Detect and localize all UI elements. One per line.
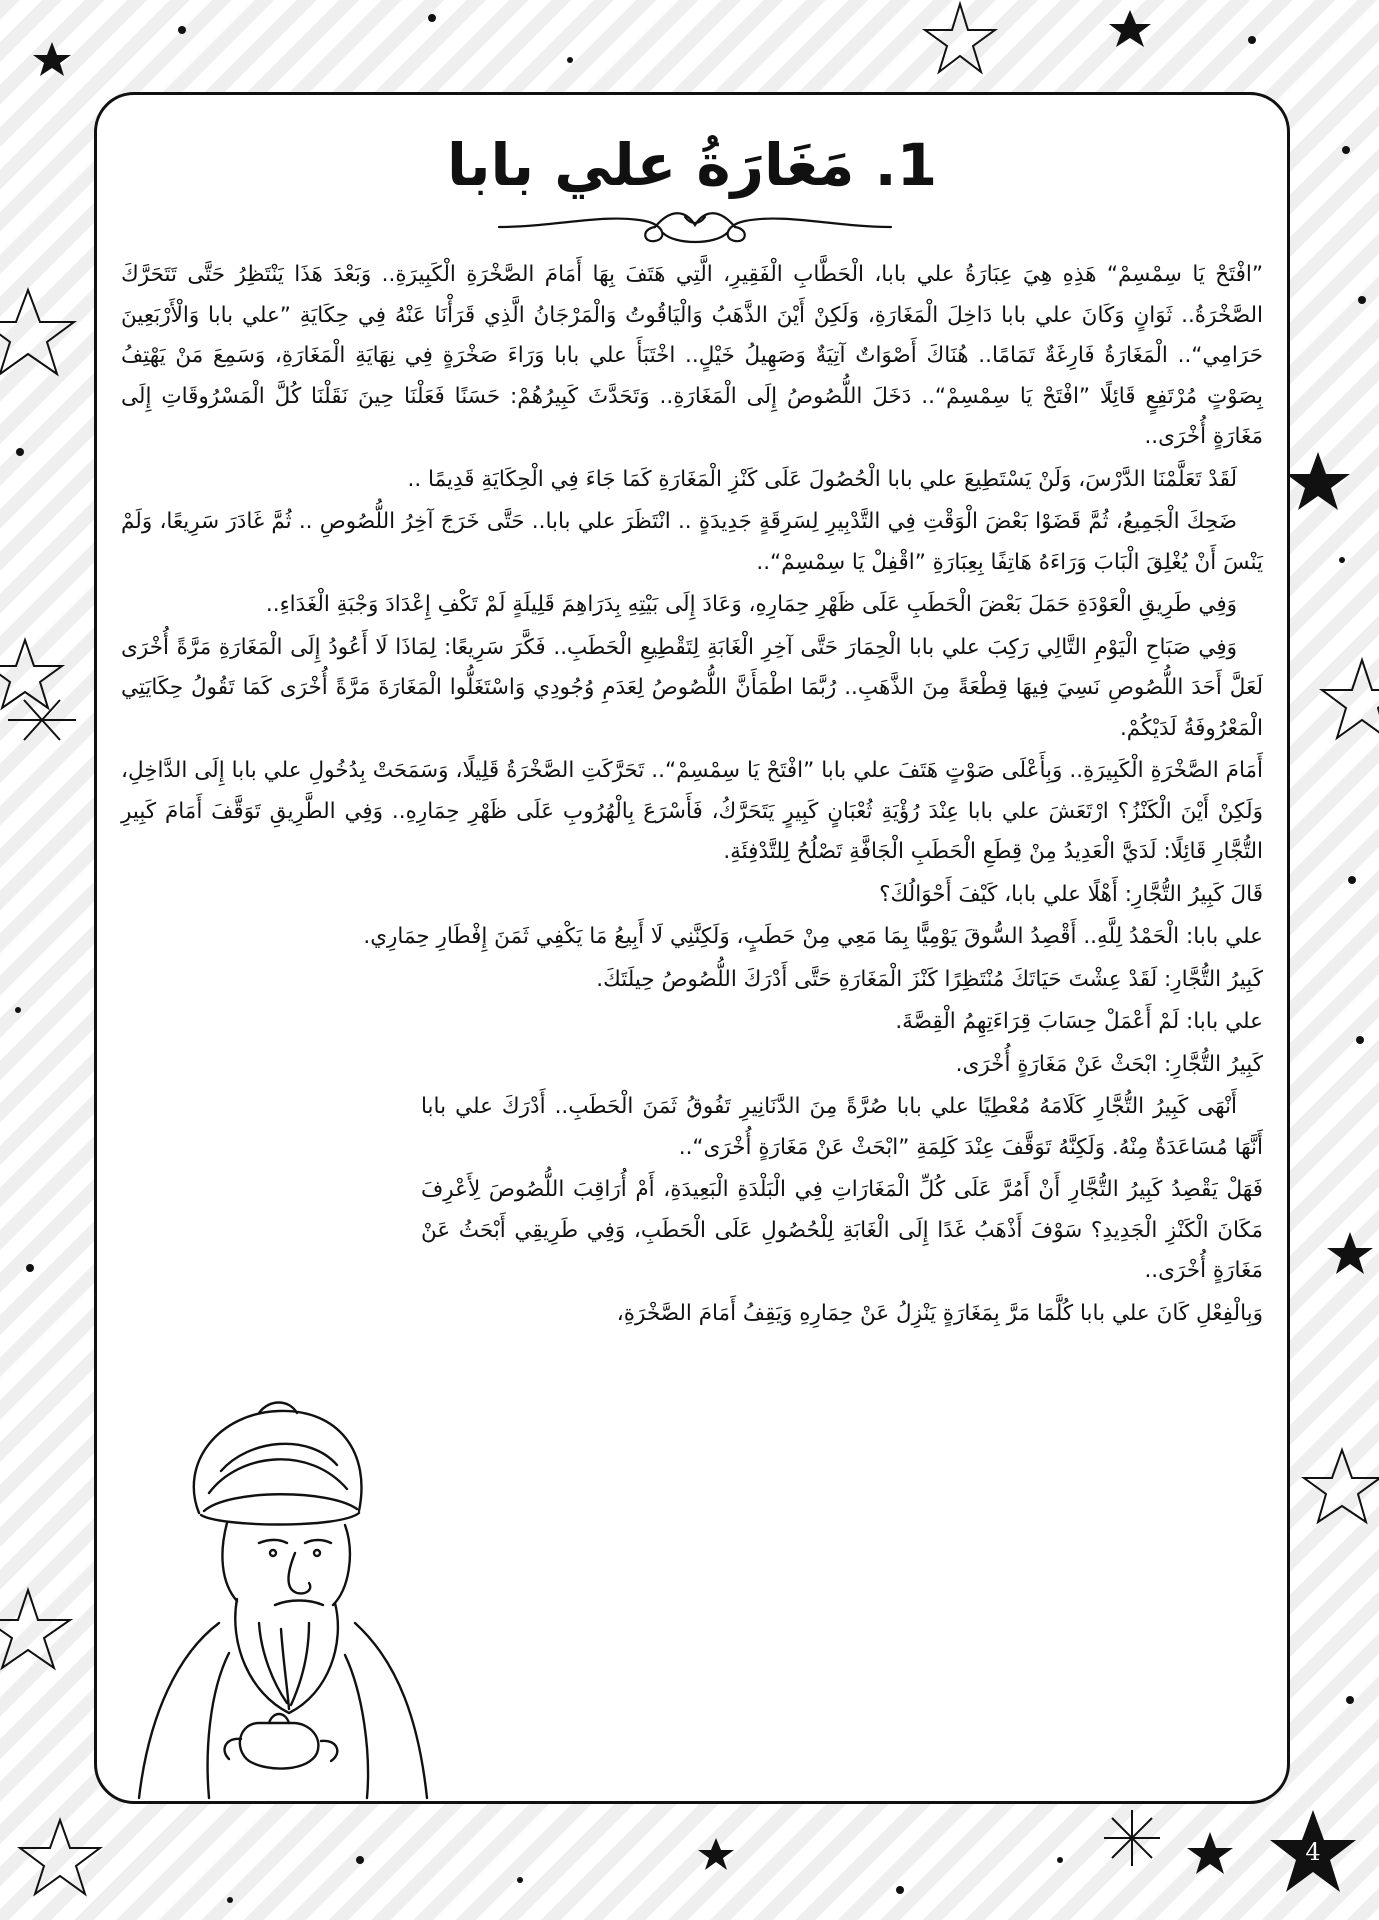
story-text (121, 255, 1263, 1336)
dialogue-line-4: علي بابا: لَمْ أَعْمَلْ حِسَابَ قِرَاءَتِهِمُ الْقِصَّةَ. (895, 1009, 1263, 1034)
story-paragraph-1: ”افْتَحْ يَا سِمْسِمْ“ هَذِهِ هِيَ عِبَارَةُ علي بابا، الْحَطَّابِ الْفَقِيرِ، الَّتِي هَتَفَ بِهَا أَمَامَ الصَّخْرَةِ الْكَبِيرَةِ.. وَبَعْدَ هَذَا يَنْتَظِرُ حَتَّى تَتَحَرَّكَ الصَّخْرَةُ.. ثَوَانٍ وَكَانَ علي بابا دَاخِلَ الْمَغَارَةِ، وَلَكِنْ أَيْنَ الذَّهَبُ وَالْيَاقُوتُ وَالْمَرْجَانُ الَّذِي قَرَأْنَا عَنْهُ فِي حِكَايَةِ ”علي بابا وَالْأَرْبَعِينَ حَرَامِي“.. الْمَغَارَةُ فَارِغَةٌ تَمَامًا.. هُنَاكَ أَصْوَاتٌ آتِيَةٌ وَصَهِيلُ خَيْلٍ.. اخْتَبَأَ علي بابا وَرَاءَ صَخْرَةٍ فِي نِهَايَةِ الْمَغَارَةِ، وَسَمِعَ مَنْ يَهْتِفُ بِصَوْتٍ مُرْتَفِعٍ قَائِلًا ”افْتَحْ يَا سِمْسِمْ“.. دَخَلَ اللُّصُوصُ إِلَى الْمَغَارَةِ.. وَتَحَدَّثَ كَبِيرُهُمْ: حَسَنًا فَعَلْنَا حِينَ نَقَلْنَا كُلَّ الْمَسْرُوقَاتِ إِلَى مَغَارَةٍ أُخْرَى.. (121, 262, 1263, 449)
closing-paragraph-3: وَبِالْفِعْلِ كَانَ علي بابا كُلَّمَا مَرَّ بِمَغَارَةٍ يَنْزِلُ عَنْ حِمَارِهِ وَيَقِفُ أَمَامَ الصَّخْرَةِ، (616, 1300, 1263, 1326)
dialogue-line-3: كَبِيرُ التُّجَّارِ: لَقَدْ عِشْتَ حَيَاتَكَ مُنْتَظِرًا كَنْزَ الْمَغَارَةِ حَتَّى أَدْرَكَ اللُّصُوصُ حِيلَتَكَ. (596, 966, 1263, 992)
star-icon (20, 1820, 100, 1894)
dialogue-line-2: علي بابا: الْحَمْدُ لِلَّهِ.. أَقْصِدُ السُّوقَ يَوْمِيًّا بِمَا مَعِي مِنْ حَطَبٍ، وَلَكِنَّنِي لَا أَبِيعُ مَا يَكْفِي ثَمَنَ إِفْطَارِ حِمَارِي. (363, 924, 1263, 949)
story-paragraph-4: وَفِي طَرِيقِ الْعَوْدَةِ حَمَلَ بَعْضَ الْحَطَبِ عَلَى ظَهْرِ حِمَارِهِ، وَعَادَ إِلَى بَيْتِهِ بِدَرَاهِمَ قَلِيلَةٍ لَمْ تَكْفِ إِعْدَادَ وَجْبَةِ الْغَدَاءِ.. (265, 592, 1237, 617)
closing-paragraph-1: أَنْهَى كَبِيرُ التُّجَّارِ كَلَامَهُ مُعْطِيًا علي بابا صُرَّةً مِنَ الدَّنَانِيرِ تَفُوقُ ثَمَنَ الْحَطَبِ.. أَدْرَكَ علي بابا أَنَّهَا مُسَاعَدَةٌ مِنْهُ. وَلَكِنَّهُ تَوَقَّفَ عِنْدَ كَلِمَةِ ”ابْحَثْ عَنْ مَغَارَةٍ أُخْرَى“.. (421, 1094, 1263, 1160)
star-icon (0, 1590, 70, 1668)
story-paragraph-6: أَمَامَ الصَّخْرَةِ الْكَبِيرَةِ.. وَبِأَعْلَى صَوْتٍ هَتَفَ علي بابا ”افْتَحْ يَا سِمْسِمْ“.. تَحَرَّكَتِ الصَّخْرَةُ قَلِيلًا، وَسَمَحَتْ بِدُخُولِ علي بابا إِلَى الدَّاخِلِ، وَلَكِنْ أَيْنَ الْكَنْزُ؟ ارْتَعَشَ علي بابا عِنْدَ رُؤْيَةِ ثُعْبَانٍ كَبِيرٍ يَتَحَرَّكُ، فَأَسْرَعَ بِالْهُرُوبِ عَلَى ظَهْرِ حِمَارِهِ.. وَفِي الطَّرِيقِ تَوَقَّفَ أَمَامَ كَبِيرِ التُّجَّارِ قَائِلًا: لَدَيَّ الْعَدِيدُ مِنْ قِطَعِ الْحَطَبِ الْجَافَّةِ تَصْلُحُ لِلتَّدْفِئَةِ. (121, 758, 1263, 864)
story-paragraph-2: لَقَدْ تَعَلَّمْنَا الدَّرْسَ، وَلَنْ يَسْتَطِيعَ علي بابا الْحُصُولَ عَلَى كَنْزِ الْمَغَارَةِ كَمَا جَاءَ فِي الْحِكَايَةِ قَدِيمًا .. (407, 466, 1237, 492)
story-paragraph-5: وَفِي صَبَاحِ الْيَوْمِ التَّالِي رَكِبَ علي بابا الْحِمَارَ حَتَّى آخِرِ الْغَابَةِ لِتَقْطِيعِ الْحَطَبِ.. فَكَّرَ سَرِيعًا: لِمَاذَا لَا أَعُودُ إِلَى الْمَغَارَةِ مَرَّةً أُخْرَى لَعَلَّ أَحَدَ اللُّصُوصِ نَسِيَ فِيهَا قِطْعَةً مِنَ الذَّهَبِ.. رُبَّمَا اطْمَأَنَّ اللُّصُوصُ لِعَدَمِ وُجُودِي وَاسْتَغَلُّوا الْمَغَارَةَ مَرَّةً أُخْرَى كَمَا تَقُولُ حِكَايَتِي الْمَعْرُوفَةُ لَدَيْكُمْ. (121, 634, 1263, 741)
ali-baba-illustration (109, 1393, 439, 1801)
story-panel (94, 92, 1290, 1804)
star-icon (0, 640, 62, 708)
star-icon (8, 700, 76, 740)
star-icon (1109, 10, 1151, 47)
star-icon (1104, 1810, 1160, 1866)
star-icon (1286, 452, 1350, 510)
star-icon (0, 290, 74, 374)
page-title: 1. مَغَارَةُ علي بابا (446, 131, 938, 199)
story-paragraph-3: ضَحِكَ الْجَمِيعُ، ثُمَّ قَضَوْا بَعْضَ الْوَقْتِ فِي التَّدْبِيرِ لِسَرِقَةٍ جَدِيدَةٍ .. انْتَظَرَ علي بابا.. حَتَّى خَرَجَ آخِرُ اللُّصُوصِ .. ثُمَّ غَادَرَ سَرِيعًا، وَلَمْ يَنْسَ أَنْ يُغْلِقَ الْبَابَ وَرَاءَهُ هَاتِفًا بِعِبَارَةِ ”اقْفِلْ يَا سِمْسِمْ“.. (121, 509, 1263, 575)
star-icon (1304, 1450, 1379, 1522)
dialogue-line-1: قَالَ كَبِيرُ التُّجَّارِ: أَهْلًا علي بابا، كَيْفَ أَحْوَالُكَ؟ (879, 881, 1263, 907)
star-icon (1322, 660, 1379, 738)
star-icon (1187, 1832, 1233, 1874)
page-number: 4 (1305, 1838, 1321, 1866)
star-icon (33, 42, 71, 76)
text-beside-illustration (421, 1045, 1263, 1335)
star-icon (1327, 1232, 1373, 1274)
closing-paragraph-2: فَهَلْ يَقْصِدُ كَبِيرُ التُّجَّارِ أَنْ أَمُرَّ عَلَى كُلِّ الْمَغَارَاتِ فِي الْبَلْدَةِ الْبَعِيدَةِ، أَمْ أُرَاقِبَ اللُّصُوصَ لِأَعْرِفَ مَكَانَ الْكَنْزِ الْجَدِيدِ؟ سَوْفَ أَذْهَبُ غَدًا إِلَى الْغَابَةِ لِلْحُصُولِ عَلَى الْحَطَبِ، وَفِي طَرِيقِي أَبْحَثُ عَنْ مَغَارَةٍ أُخْرَى.. (421, 1177, 1263, 1283)
flourish-divider (495, 203, 895, 249)
star-icon (698, 1838, 734, 1870)
dialogue-line-5: كَبِيرُ التُّجَّارِ: ابْحَثْ عَنْ مَغَارَةٍ أُخْرَى. (955, 1051, 1263, 1077)
star-icon (925, 4, 995, 72)
